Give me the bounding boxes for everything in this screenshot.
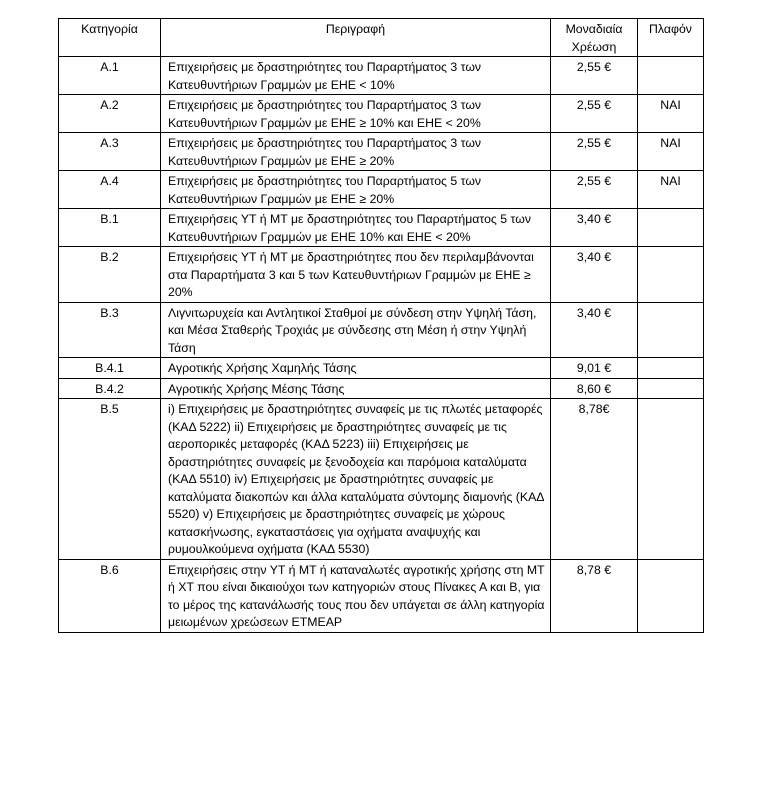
cap-cell <box>638 559 704 632</box>
price-cell: 8,78€ <box>551 399 638 560</box>
price-cell: 9,01 € <box>551 358 638 379</box>
description-cell: i) Επιχειρήσεις με δραστηριότητες συναφείς με τις πλωτές μεταφορές (ΚΑΔ 5222) ii) Επιχειρήσεις με δραστηριότητες συναφείς με τις αεροπορικές μεταφορές (ΚΑΔ 5223) iii) Επιχειρήσεις με δραστηριότητες συναφείς με ξενοδοχεία και παρόμοια καταλύματα (ΚΑΔ 5510) iv) Επιχειρήσεις με δραστηριότητες συναφείς με καταλύματα διακοπών και άλλα καταλύματα σύντομης διαμονής (ΚΑΔ 5520) v) Επιχειρήσεις με δραστηριότητες συναφείς με χώρους κατασκήνωσης, εγκαταστάσεις για οχήματα αναψυχής και ρυμουλκούμενα οχήματα (ΚΑΔ 5530) <box>161 399 551 560</box>
table-row <box>59 133 704 171</box>
category-cell: Α.1 <box>59 57 161 95</box>
table-row <box>59 171 704 209</box>
description-cell: Λιγνιτωρυχεία και Αντλητικοί Σταθμοί με σύνδεση στην Υψηλή Τάση, και Μέσα Σταθερής Τροχιάς με σύνδεσης στη Μέση ή στην Υψηλή Τάση <box>161 302 551 358</box>
table-row <box>59 378 704 399</box>
cap-cell <box>638 378 704 399</box>
description-cell: Επιχειρήσεις στην ΥΤ ή ΜΤ ή καταναλωτές αγροτικής χρήσης στη ΜΤ ή ΧΤ που είναι δικαιούχοι των κατηγοριών στους Πίνακες Α και Β, για το μέρος της κατανάλωσής τους που δεν υπάγεται σε άλλη κατηγορία μειωμένων χρεώσεων ΕΤΜΕΑΡ <box>161 559 551 632</box>
header-row <box>59 19 704 57</box>
cap-cell <box>638 399 704 560</box>
category-cell: Α.2 <box>59 95 161 133</box>
category-cell: Β.3 <box>59 302 161 358</box>
description-cell: Επιχειρήσεις ΥΤ ή ΜΤ με δραστηριότητες που δεν περιλαμβάνονται στα Παραρτήματα 3 και 5 των Κατευθυντήριων Γραμμών με ΕΗΕ ≥ 20% <box>161 247 551 303</box>
category-cell: Β.4.2 <box>59 378 161 399</box>
charges-table <box>58 18 704 633</box>
description-cell: Επιχειρήσεις με δραστηριότητες του Παραρτήματος 3 των Κατευθυντήριων Γραμμών με ΕΗΕ ≥ 20% <box>161 133 551 171</box>
description-cell: Επιχειρήσεις με δραστηριότητες του Παραρτήματος 3 των Κατευθυντήριων Γραμμών με ΕΗΕ ≥ 10% και ΕΗΕ < 20% <box>161 95 551 133</box>
cap-cell <box>638 302 704 358</box>
cap-cell <box>638 247 704 303</box>
category-cell: Β.6 <box>59 559 161 632</box>
category-cell: Α.3 <box>59 133 161 171</box>
cap-cell: ΝΑΙ <box>638 95 704 133</box>
cap-cell <box>638 209 704 247</box>
table-row <box>59 358 704 379</box>
header-category: Κατηγορία <box>59 19 161 57</box>
category-cell: Β.2 <box>59 247 161 303</box>
price-cell: 3,40 € <box>551 302 638 358</box>
price-cell: 2,55 € <box>551 57 638 95</box>
cap-cell <box>638 358 704 379</box>
table-row <box>59 209 704 247</box>
category-cell: Β.1 <box>59 209 161 247</box>
table-row <box>59 57 704 95</box>
description-cell: Επιχειρήσεις ΥΤ ή ΜΤ με δραστηριότητες του Παραρτήματος 5 των Κατευθυντήριων Γραμμών με ΕΗΕ 10% και ΕΗΕ < 20% <box>161 209 551 247</box>
price-cell: 8,78 € <box>551 559 638 632</box>
table-row <box>59 302 704 358</box>
description-cell: Αγροτικής Χρήσης Μέσης Τάσης <box>161 378 551 399</box>
cap-cell: ΝΑΙ <box>638 171 704 209</box>
category-cell: Β.5 <box>59 399 161 560</box>
price-cell: 2,55 € <box>551 95 638 133</box>
description-cell: Αγροτικής Χρήσης Χαμηλής Τάσης <box>161 358 551 379</box>
header-description: Περιγραφή <box>161 19 551 57</box>
header-cap: Πλαφόν <box>638 19 704 57</box>
price-cell: 3,40 € <box>551 209 638 247</box>
description-cell: Επιχειρήσεις με δραστηριότητες του Παραρτήματος 5 των Κατευθυντήριων Γραμμών με ΕΗΕ ≥ 20% <box>161 171 551 209</box>
price-cell: 3,40 € <box>551 247 638 303</box>
cap-cell <box>638 57 704 95</box>
description-cell: Επιχειρήσεις με δραστηριότητες του Παραρτήματος 3 των Κατευθυντήριων Γραμμών με ΕΗΕ < 10% <box>161 57 551 95</box>
cap-cell: ΝΑΙ <box>638 133 704 171</box>
table-row <box>59 95 704 133</box>
table-row <box>59 399 704 560</box>
table-row <box>59 247 704 303</box>
category-cell: Β.4.1 <box>59 358 161 379</box>
table-row <box>59 559 704 632</box>
category-cell: Α.4 <box>59 171 161 209</box>
price-cell: 8,60 € <box>551 378 638 399</box>
price-cell: 2,55 € <box>551 133 638 171</box>
price-cell: 2,55 € <box>551 171 638 209</box>
header-unit-charge: Μοναδιαία Χρέωση <box>551 19 638 57</box>
